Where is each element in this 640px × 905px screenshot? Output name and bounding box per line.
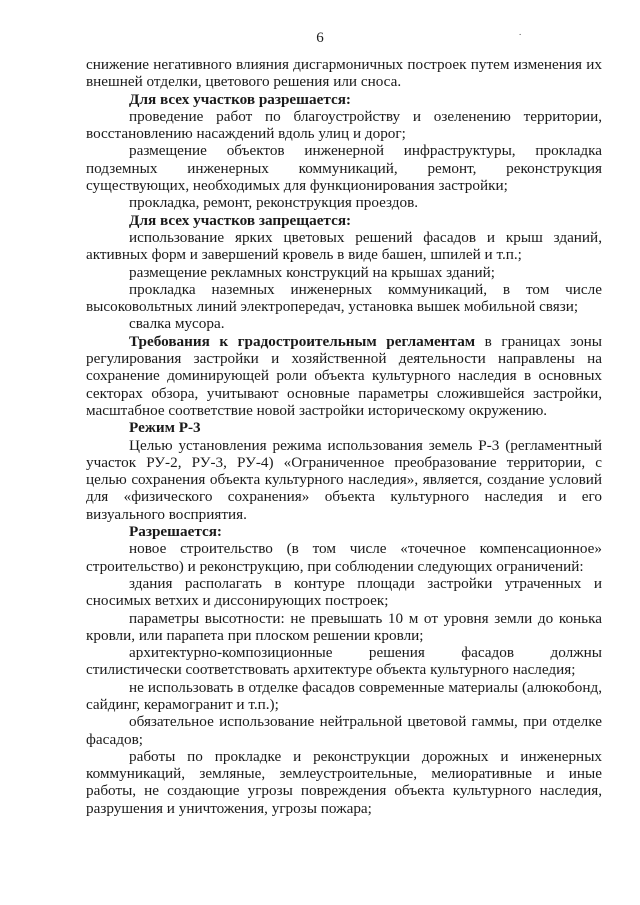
paragraph: параметры высотности: не превышать 10 м от уровня земли до конька кровли, или парапета при плоском решении кровли; — [86, 609, 602, 644]
paragraph: использование ярких цветовых решений фасадов и крыш зданий, активных форм и завершений кровель в виде башен, шпилей и т.п.; — [86, 228, 602, 264]
paragraph: новое строительство (в том числе «точечное компенсационное» строительство) и реконструкцию, при соблюдении следующих ограничений: — [86, 540, 602, 575]
paragraph: размещение рекламных конструкций на крышах зданий; — [129, 263, 495, 281]
paragraph: архитектурно-композиционные решения фасадов должны стилистически соответствовать архитектуре объекта культурного наследия; — [86, 644, 602, 679]
paragraph: здания располагать в контуре площади застройки утраченных и сносимых ветхих и диссонирующих построек; — [86, 574, 602, 610]
section-heading: Разрешается: — [129, 523, 222, 541]
section-heading: Режим Р-3 — [129, 419, 201, 437]
paragraph: работы по прокладке и реконструкции дорожных и инженерных коммуникаций, земляные, землеустроительные, мелиоративные и иные работы, не создающие угрозы повреждения объекта культурного наследия, разрушения и уничтожения, угрозы пожара; — [86, 747, 602, 817]
paragraph: не использовать в отделке фасадов современные материалы (алюкобонд, сайдинг, керамогранит и т.п.); — [86, 678, 602, 713]
paragraph: проведение работ по благоустройству и озеленению территории, восстановлению насаждений вдоль улиц и дорог; — [86, 107, 602, 143]
paragraph: Целью установления режима использования земель Р-3 (регламентный участок РУ-2, РУ-3, РУ-4) «Ограниченное преобразование территории, с целью сохранения объекта культурного наследия», является, создание условий для «физического сохранения» объекта культурного наследия и его визуального восприятия. — [86, 436, 602, 523]
paragraph: снижение негативного влияния дисгармоничных построек путем изменения их внешней отделки, цветового решения или сноса. — [86, 56, 602, 91]
paragraph: прокладка наземных инженерных коммуникаций, в том числе высоковольтных линий электропередач, установка вышек мобильной связи; — [86, 280, 602, 316]
page-number: 6 — [316, 30, 324, 46]
paragraph: размещение объектов инженерной инфраструктуры, прокладка подземных инженерных коммуникаций, ремонт, реконструкция существующих, необходимых для функционирования застройки; — [86, 142, 602, 195]
paragraph: прокладка, ремонт, реконструкция проездов. — [129, 194, 419, 212]
paragraph-text: в границах зоны регулирования застройки и хозяйственной деятельности направлены на сохранение доминирующей роли объекта культурного наследия в основных секторах обзора, учитывают основные параметры сложившейся застройки, масштабное соответствие новой застройки историческому окружению. — [86, 332, 602, 419]
page-mark: . — [519, 27, 522, 37]
section-heading: Для всех участков разрешается: — [129, 90, 351, 108]
bold-lead: Требования к градостроительным регламентам — [129, 332, 476, 350]
paragraph — [86, 333, 602, 419]
document-body — [86, 56, 602, 817]
paragraph: обязательное использование нейтральной цветовой гаммы, при отделке фасадов; — [86, 713, 602, 748]
paragraph: свалка мусора. — [129, 315, 225, 333]
section-heading: Для всех участков запрещается: — [129, 211, 352, 229]
